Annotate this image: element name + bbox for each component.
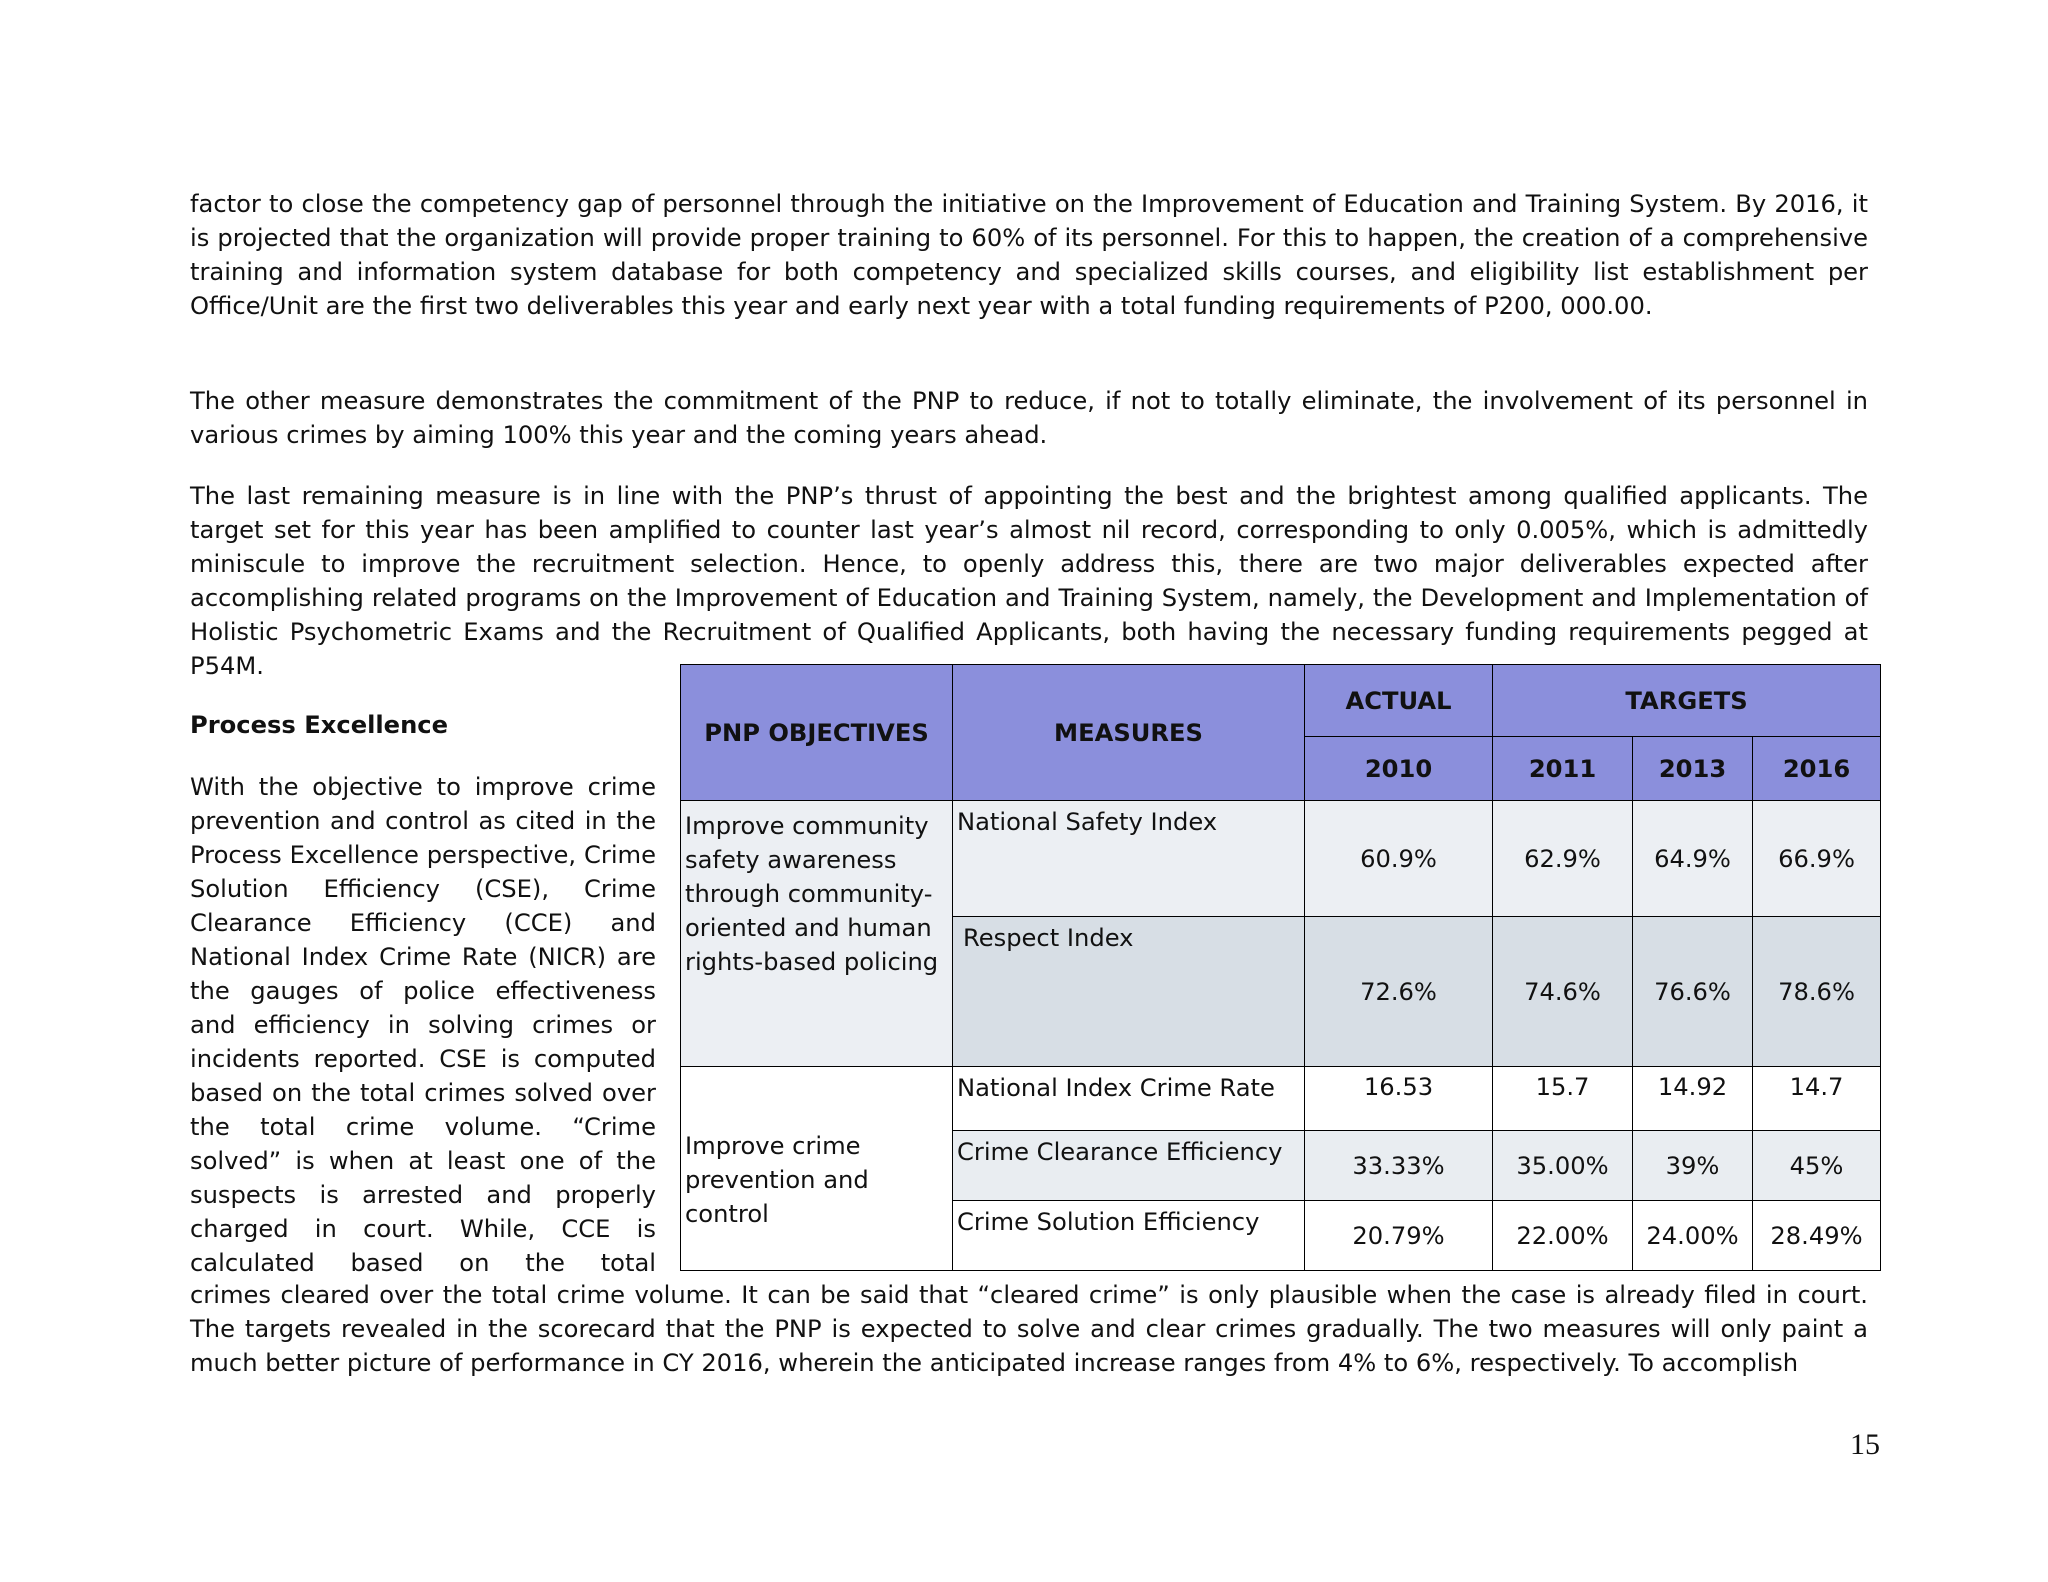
value-2011: 62.9% <box>1493 801 1633 917</box>
page-number: 15 <box>1850 1428 1880 1461</box>
paragraph-recruitment: The last remaining measure is in line with the PNP’s thrust of appointing the best and the brightest among qualified applicants. The target set for this year has been amplified to counter last year’s almost nil record, corresponding to only 0.005%, which is admittedly miniscule to improve the recruitment selection. Hence, to openly address this, there are two major deliverables expected after accomplishing related programs on the Improvement of Education and Training System, namely, the Development and Implementation of Holistic Psychometric Exams and the Recruitment of Qualified Applicants, both having the necessary funding requirements pegged at P54M. <box>190 482 1868 680</box>
value-2010: 16.53 <box>1305 1067 1493 1131</box>
paragraph-crime-clearance: crimes cleared over the total crime volume. It can be said that “cleared crime” is only plausible when the case is already filed in court. The targets revealed in the scorecard that the PNP is expected to solve and clear crimes gradually. The two measures will only paint a much better picture of performance in CY 2016, wherein the anticipated increase ranges from 4% to 6%, respectively. To accomplish <box>190 1281 1868 1377</box>
value-2011: 74.6% <box>1493 917 1633 1067</box>
value-2013: 14.92 <box>1633 1067 1753 1131</box>
header-pnp-objectives: PNP OBJECTIVES <box>681 665 953 801</box>
value-2010: 72.6% <box>1305 917 1493 1067</box>
header-year-2013: 2013 <box>1633 737 1753 801</box>
measure-cell: Respect Index <box>953 917 1305 1067</box>
value-2010: 20.79% <box>1305 1201 1493 1271</box>
value-2013: 76.6% <box>1633 917 1753 1067</box>
header-targets: TARGETS <box>1493 665 1881 737</box>
value-2013: 24.00% <box>1633 1201 1753 1271</box>
header-year-2016: 2016 <box>1753 737 1881 801</box>
header-actual: ACTUAL <box>1305 665 1493 737</box>
section-heading-process-excellence: Process Excellence <box>190 711 449 739</box>
measure-cell: National Safety Index <box>953 801 1305 917</box>
header-year-2011: 2011 <box>1493 737 1633 801</box>
value-2011: 15.7 <box>1493 1067 1633 1131</box>
table-row <box>681 801 1881 917</box>
measure-cell: National Index Crime Rate <box>953 1067 1305 1131</box>
pnp-scorecard-table <box>680 664 1881 1271</box>
value-2010: 60.9% <box>1305 801 1493 917</box>
objective-crime-prevention: Improve crime prevention and control <box>681 1067 953 1271</box>
table-row <box>681 1067 1881 1131</box>
value-2016: 28.49% <box>1753 1201 1881 1271</box>
measure-cell: Crime Clearance Efficiency <box>953 1131 1305 1201</box>
value-2016: 14.7 <box>1753 1067 1881 1131</box>
measure-cell: Crime Solution Efficiency <box>953 1201 1305 1271</box>
value-2016: 78.6% <box>1753 917 1881 1067</box>
value-2013: 39% <box>1633 1131 1753 1201</box>
paragraph-training: factor to close the competency gap of personnel through the initiative on the Improvement of Education and Training System. By 2016, it is projected that the organization will provide proper training to 60% of its personnel. For this to happen, the creation of a comprehensive training and information system database for both competency and specialized skills courses, and eligibility list establishment per Office/Unit are the first two deliverables this year and early next year with a total funding requirements of P200, 000.00. <box>190 190 1868 320</box>
paragraph-process-excellence: With the objective to improve crime prevention and control as cited in the Process Excellence perspective, Crime Solution Efficiency (CSE), Crime Clearance Efficiency (CCE) and National Index Crime Rate (NICR) are the gauges of police effectiveness and efficiency in solving crimes or incidents reported. CSE is computed based on the total crimes solved over the total crime volume. “Crime solved” is when at least one of the suspects is arrested and properly charged in court. While, CCE is calculated based on the total <box>190 773 656 1277</box>
value-2013: 64.9% <box>1633 801 1753 917</box>
header-measures: MEASURES <box>953 665 1305 801</box>
value-2016: 45% <box>1753 1131 1881 1201</box>
objective-community-safety: Improve community safety awareness through community-oriented and human rights-based policing <box>681 801 953 1067</box>
header-year-2010: 2010 <box>1305 737 1493 801</box>
value-2011: 22.00% <box>1493 1201 1633 1271</box>
value-2011: 35.00% <box>1493 1131 1633 1201</box>
paragraph-crime-involvement: The other measure demonstrates the commitment of the PNP to reduce, if not to totally eliminate, the involvement of its personnel in various crimes by aiming 100% this year and the coming years ahead. <box>190 387 1868 449</box>
value-2010: 33.33% <box>1305 1131 1493 1201</box>
value-2016: 66.9% <box>1753 801 1881 917</box>
